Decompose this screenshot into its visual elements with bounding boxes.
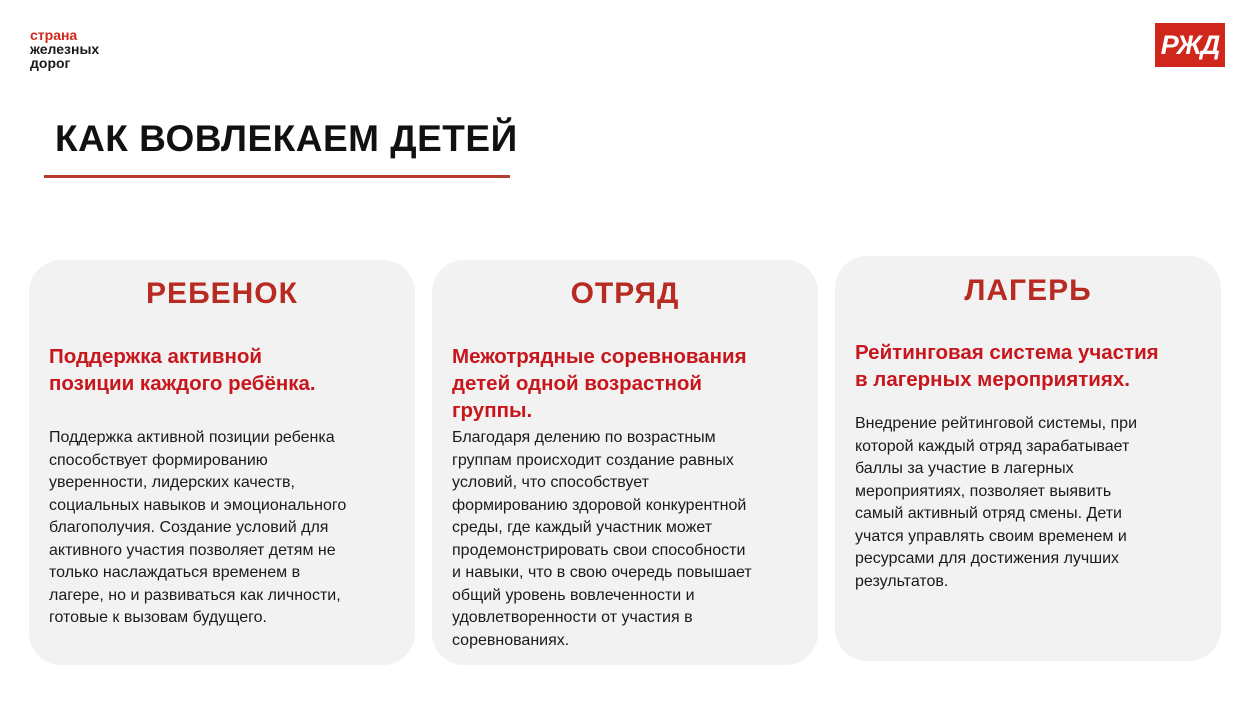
card-subtitle-text: Рейтинговая система участия в лагерных мероприятиях. — [855, 341, 1159, 391]
brand-logo — [30, 28, 99, 70]
card-subtitle-text: Поддержка активной позиции каждого ребёнка. — [49, 345, 316, 395]
card-heading: ОТРЯД — [570, 277, 680, 310]
card-subtitle-text: Межотрядные соревнования детей одной возрастной группы. — [452, 345, 747, 422]
card-subtitle — [855, 339, 1215, 393]
card-child — [29, 260, 415, 665]
rzd-logo: РЖД — [1155, 23, 1225, 67]
card-body-text: Поддержка активной позиции ребенка способствует формированию уверенности, лидерских качеств, социальных навыков и эмоционального благополучия. Создание условий для активного участия позволяет детям не только наслаждаться временем в лагере, но и развиваться как личности, готовые к вызовам будущего. — [49, 429, 347, 626]
card-squad — [432, 260, 818, 665]
card-body-text: Благодаря делению по возрастным группам происходит создание равных условий, что способствует формированию здоровой конкурентной среды, где каждый участник может продемонстрировать свои способности и навыки, что в свою очередь повышает общий уровень вовлеченности и удовлетворенности от участия в соревнованиях. — [452, 429, 752, 649]
card-camp — [835, 256, 1221, 661]
card-heading: ЛАГЕРЬ — [964, 274, 1092, 307]
card-heading: РЕБЕНОК — [146, 277, 298, 310]
brand-logo-line-1: страна — [30, 27, 78, 43]
page-title: КАК ВОВЛЕКАЕМ ДЕТЕЙ — [55, 118, 518, 159]
brand-logo-line-3: дорог — [30, 55, 71, 71]
card-subtitle — [452, 343, 812, 424]
brand-logo-line-2: железных — [30, 41, 100, 57]
card-subtitle — [49, 343, 409, 397]
title-underline — [44, 175, 510, 178]
card-body-text: Внедрение рейтинговой системы, при которой каждый отряд зарабатывает баллы за участие в лагерных мероприятиях, позволяет выявить самый активный отряд смены. Дети учатся управлять своим временем и ресурсами для достижения лучших результатов. — [855, 415, 1137, 590]
